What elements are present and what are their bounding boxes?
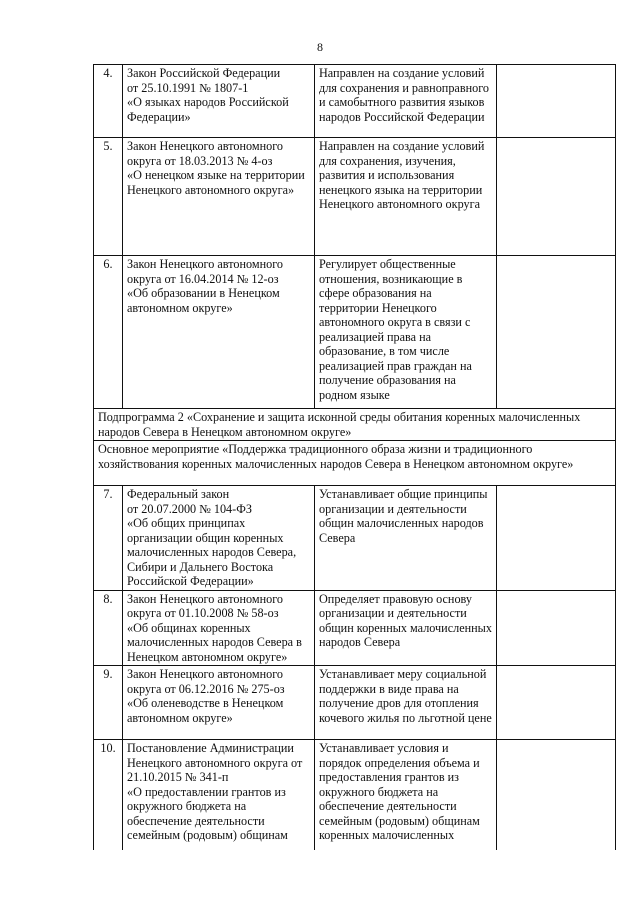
main-measure-row [94,441,616,486]
table-row [94,590,616,666]
purpose-cell: Регулирует общественные отношения, возникающие в сфере образования на территории Ненецкого автономного округа в связи с реализацией права на образование, в том числе реализацией прав граждан на получение образования на родном языке [315,256,497,409]
page-number: 8 [317,40,323,54]
extra-cell [497,486,616,591]
table-row [94,666,616,740]
table-row [94,65,616,138]
law-cell: Закон Российской Федерации от 25.10.1991 № 1807-1 «О языках народов Российской Федерации» [123,65,315,138]
table-row [94,740,616,850]
extra-cell [497,138,616,256]
purpose-cell: Устанавливает меру социальной поддержки в виде права на получение дров для отопления кочевого жилья по льготной цене [315,666,497,740]
purpose-cell: Определяет правовую основу организации и деятельности общин коренных малочисленных народов Севера [315,590,497,666]
extra-cell [497,740,616,850]
row-number: 5. [94,138,123,256]
table-row [94,138,616,256]
table-row [94,256,616,409]
subprogram-heading: Подпрограмма 2 «Сохранение и защита исконной среды обитания коренных малочисленных народов Севера в Ненецком автономном округе» [94,409,616,441]
law-cell: Закон Ненецкого автономного округа от 01.10.2008 № 58-оз «Об общинах коренных малочисленных народов Севера в Ненецком автономном округе» [123,590,315,666]
main-measure-heading: Основное мероприятие «Поддержка традиционного образа жизни и традиционного хозяйствования коренных малочисленных народов Севера в Ненецком автономном округе» [94,441,616,486]
row-number: 9. [94,666,123,740]
purpose-cell: Устанавливает общие принципы организации и деятельности общин малочисленных народов Севера [315,486,497,591]
subprogram-row [94,409,616,441]
law-cell: Закон Ненецкого автономного округа от 06.12.2016 № 275-оз «Об оленеводстве в Ненецком автономном округе» [123,666,315,740]
row-number: 7. [94,486,123,591]
table-row [94,486,616,591]
row-number: 8. [94,590,123,666]
legal-acts-table [93,64,616,850]
row-number: 4. [94,65,123,138]
law-cell: Федеральный закон от 20.07.2000 № 104-ФЗ «Об общих принципах организации общин коренных малочисленных народов Севера, Сибири и Дальнего Востока Российской Федерации» [123,486,315,591]
row-number: 10. [94,740,123,850]
extra-cell [497,65,616,138]
purpose-cell: Направлен на создание условий для сохранения и равноправного и самобытного развития языков народов Российской Федерации [315,65,497,138]
row-number: 6. [94,256,123,409]
purpose-cell: Направлен на создание условий для сохранения, изучения, развития и использования ненецкого языка на территории Ненецкого автономного округа [315,138,497,256]
extra-cell [497,256,616,409]
law-cell: Закон Ненецкого автономного округа от 16.04.2014 № 12-оз «Об образовании в Ненецком автономном округе» [123,256,315,409]
extra-cell [497,666,616,740]
law-cell: Закон Ненецкого автономного округа от 18.03.2013 № 4-оз «О ненецком языке на территории Ненецкого автономного округа» [123,138,315,256]
purpose-cell: Устанавливает условия и порядок определения объема и предоставления грантов из окружного бюджета на обеспечение деятельности семейным (родовым) общинам коренных малочисленных [315,740,497,850]
law-cell: Постановление Администрации Ненецкого автономного округа от 21.10.2015 № 341-п «О предоставлении грантов из окружного бюджета на обеспечение деятельности семейным (родовым) общинам [123,740,315,850]
extra-cell [497,590,616,666]
